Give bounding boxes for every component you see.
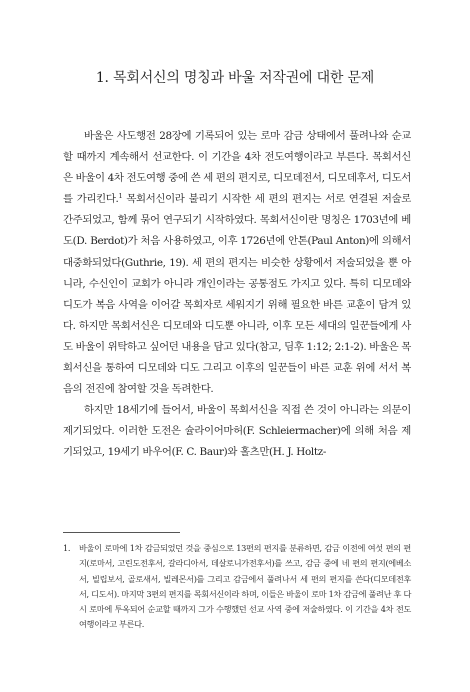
footnote-divider	[63, 532, 180, 533]
paragraph-2: 하지만 18세기에 들어서, 바울이 목회서신을 직접 쓴 것이 아니라는 의문이 제기되었다. 이러한 도전은 슐라이어마허(F. Schleiermacher)에 의해 처음 제기되었고, 19세기 바우어(F. C. Baur)와 홀츠만(H. J. Holtz-	[63, 404, 411, 459]
footnote	[63, 541, 411, 633]
footnote-text: 바울이 로마에 1차 감금되었던 것을 중심으로 13편의 편지를 분류하면, 감금 이전에 여섯 편의 편지(로마서, 고린도전후서, 갈라디아서, 데살로니가전후서)를 쓰고, 감금 중에 네 편의 편지(에베소서, 빌립보서, 골로새서, 빌레몬서)를 그리고 감금에서 풀려나서 세 편의 편지를 쓴다(디모데전후서, 디도서). 마지막 3편의 편지를 목회서신이라 하며, 이들은 바울이 로마 1차 감금에 풀려난 후 다시 로마에 투옥되어 순교할 때까지 그가 수행했던 선교 사역 중에 저술하였다. 이 기간을 4차 전도여행이라고 부른다.	[79, 543, 411, 630]
paragraph-1	[63, 126, 411, 400]
section-title: 1. 목회서신의 명칭과 바울 저작권에 대한 문제	[95, 70, 375, 86]
footnote-number: 1.	[63, 543, 71, 553]
footnote-ref: 1	[118, 192, 123, 201]
paragraph-1-part-2: 목회서신이라 불리기 시작한 세 편의 편지는 서로 연결된 저술로 간주되었고, 함께 묶어 연구되기 시작하였다. 목회서신이란 명칭은 1703년에 베도(D. Berdot)가 처음 사용하였고, 이후 1726년에 안톤(Paul Anton)에 의해서 대중화되었다(Guthrie, 19). 세 편의 편지는 비슷한 상황에서 저술되었을 뿐 아니라, 수신인이 교회가 아니라 개인이라는 공통점도 가지고 있다. 특히 디모데와 디도가 복음 사역을 이어갈 목회자로 세워지기 위해 필요한 바른 교훈이 담겨 있다. 하지만 목회서신은 디모데와 디도뿐 아니라, 이후 모든 세대의 일꾼들에게 사도 바울이 위탁하고 싶어던 내용을 담고 있다(참고, 딤후 1:12; 2:1-2). 바울은 목회서신을 통하여 디모데와 디도 그리고 이후의 일꾼들이 바른 교훈 위에 서서 복음의 전진에 참여할 것을 독려한다.	[63, 193, 411, 396]
body-text	[63, 126, 411, 464]
paragraph-1-part-1: 바울은 사도행전 28장에 기록되어 있는 로마 감금 상태에서 풀려나와 순교할 때까지 계속해서 선교한다. 이 기간을 4차 전도여행이라고 부른다. 목회서신은 바울이 4차 전도여행 중에 쓴 세 편의 편지로, 디모데전서, 디모데후서, 디도서를 가리킨다.	[63, 130, 411, 206]
